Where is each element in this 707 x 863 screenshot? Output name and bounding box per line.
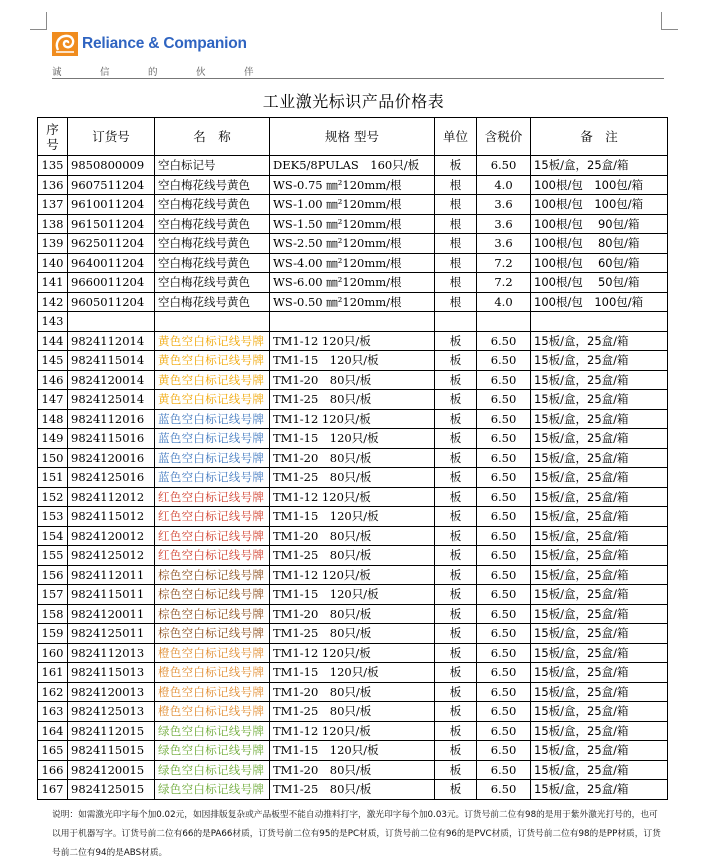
cell-no: 163 [38,702,68,722]
column-header-order: 订货号 [68,118,155,156]
cell-no: 156 [38,565,68,585]
cell-remark: 15板/盒，25盒/箱 [531,585,668,605]
page-title: 工业激光标识产品价格表 [262,92,445,111]
cell-remark [531,312,668,332]
cell-unit: 根 [435,292,477,312]
cell-order-number: 9824115011 [68,585,155,605]
cell-price: 6.50 [477,468,531,488]
table-row [38,468,668,488]
table-row [38,351,668,371]
cell-spec: WS-4.00 ㎜²120mm/根 [270,253,435,273]
footnote: 说明：如需激光印字每个加0.02元，如因排版复杂或产品板型不能自动推料打字，激光印字每个加0.03元。订货号前二位有98的是用于紫外激光打号的，也可以用于机器写字。订货号前二位有66的是PA66材质，订货号前二位有95的是PC材质，订货号前二位有96的是PVC材质，订货号前二位有98的是PP材质，订货号前二位有94的是ABS材质。 [52,810,661,858]
cell-no: 165 [38,741,68,761]
cell-product-name: 空白标记号 [155,156,270,176]
cell-no: 140 [38,253,68,273]
cell-price: 6.50 [477,331,531,351]
table-row [38,585,668,605]
table-row [38,643,668,663]
cell-order-number: 9824115012 [68,507,155,527]
crop-mark-left-v [46,12,47,30]
cell-product-name: 空白梅花线号黄色 [155,195,270,215]
cell-product-name: 红色空白标记线号牌 [155,487,270,507]
table-row [38,741,668,761]
cell-no: 146 [38,370,68,390]
cell-product-name: 蓝色空白标记线号牌 [155,409,270,429]
table-row [38,780,668,800]
cell-remark: 100根/包 80包/箱 [531,234,668,254]
cell-spec: TM1-20 80只/板 [270,448,435,468]
cell-unit: 根 [435,273,477,293]
cell-spec: TM1-25 80只/板 [270,624,435,644]
cell-order-number [68,312,155,332]
cell-spec: TM1-15 120只/板 [270,663,435,683]
cell-order-number: 9607511204 [68,175,155,195]
cell-no: 164 [38,721,68,741]
cell-order-number: 9610011204 [68,195,155,215]
cell-product-name: 黄色空白标记线号牌 [155,370,270,390]
cell-product-name: 空白梅花线号黄色 [155,214,270,234]
cell-spec: TM1-15 120只/板 [270,429,435,449]
cell-no: 149 [38,429,68,449]
cell-remark: 15板/盒，25盒/箱 [531,429,668,449]
cell-no: 160 [38,643,68,663]
cell-spec: TM1-25 80只/板 [270,468,435,488]
company-name: Reliance & Companion [82,35,247,52]
cell-remark: 100根/包 100包/箱 [531,195,668,215]
cell-unit: 根 [435,175,477,195]
table-row [38,292,668,312]
cell-product-name: 蓝色空白标记线号牌 [155,429,270,449]
cell-product-name: 红色空白标记线号牌 [155,507,270,527]
slogan-char: 诚 [52,67,62,78]
cell-product-name: 橙色空白标记线号牌 [155,663,270,683]
cell-unit: 板 [435,624,477,644]
cell-unit: 根 [435,234,477,254]
cell-product-name: 空白梅花线号黄色 [155,234,270,254]
company-slogan [52,64,292,78]
cell-no: 144 [38,331,68,351]
cell-spec: DEK5/8PULAS 160只/板 [270,156,435,176]
cell-price: 6.50 [477,390,531,410]
cell-product-name: 红色空白标记线号牌 [155,546,270,566]
cell-order-number: 9824125015 [68,780,155,800]
cell-spec [270,312,435,332]
cell-remark: 15板/盒，25盒/箱 [531,565,668,585]
cell-remark: 15板/盒，25盒/箱 [531,409,668,429]
table-row [38,565,668,585]
cell-order-number: 9824125011 [68,624,155,644]
cell-spec: TM1-12 120只/板 [270,331,435,351]
cell-price: 6.50 [477,682,531,702]
cell-remark: 15板/盒，25盒/箱 [531,780,668,800]
cell-order-number: 9824120012 [68,526,155,546]
cell-no: 150 [38,448,68,468]
cell-unit: 板 [435,565,477,585]
cell-price: 6.50 [477,780,531,800]
cell-order-number: 9824115016 [68,429,155,449]
cell-price: 6.50 [477,585,531,605]
table-row [38,448,668,468]
cell-no: 153 [38,507,68,527]
cell-price: 6.50 [477,760,531,780]
cell-price: 3.6 [477,234,531,254]
cell-spec: TM1-20 80只/板 [270,760,435,780]
cell-no: 158 [38,604,68,624]
cell-no: 148 [38,409,68,429]
cell-no: 155 [38,546,68,566]
cell-product-name: 棕色空白标记线号牌 [155,624,270,644]
cell-no: 157 [38,585,68,605]
cell-spec: TM1-15 120只/板 [270,585,435,605]
cell-price: 6.50 [477,526,531,546]
table-row [38,682,668,702]
table-row [38,663,668,683]
crop-mark-left-h [30,29,47,30]
cell-spec: WS-0.50 ㎜²120mm/根 [270,292,435,312]
cell-order-number: 9615011204 [68,214,155,234]
table-body [38,156,668,800]
table-row [38,507,668,527]
cell-unit: 板 [435,487,477,507]
cell-remark: 100根/包 60包/箱 [531,253,668,273]
cell-no: 139 [38,234,68,254]
cell-product-name: 蓝色空白标记线号牌 [155,448,270,468]
cell-no: 136 [38,175,68,195]
cell-remark: 100根/包 50包/箱 [531,273,668,293]
cell-product-name [155,312,270,332]
cell-spec: TM1-12 120只/板 [270,409,435,429]
cell-spec: WS-0.75 ㎜²120mm/根 [270,175,435,195]
cell-product-name: 红色空白标记线号牌 [155,526,270,546]
cell-unit: 板 [435,390,477,410]
cell-remark: 15板/盒，25盒/箱 [531,624,668,644]
cell-order-number: 9850800009 [68,156,155,176]
cell-unit: 根 [435,195,477,215]
cell-order-number: 9824112011 [68,565,155,585]
cell-order-number: 9824125012 [68,546,155,566]
cell-product-name: 棕色空白标记线号牌 [155,565,270,585]
cell-product-name: 黄色空白标记线号牌 [155,331,270,351]
cell-remark: 15板/盒，25盒/箱 [531,370,668,390]
cell-unit: 板 [435,156,477,176]
cell-remark: 100根/包 90包/箱 [531,214,668,234]
cell-price: 6.50 [477,546,531,566]
cell-order-number: 9824125013 [68,702,155,722]
cell-remark: 15板/盒，25盒/箱 [531,351,668,371]
table-row [38,175,668,195]
cell-order-number: 9824115015 [68,741,155,761]
cell-no: 142 [38,292,68,312]
cell-product-name: 黄色空白标记线号牌 [155,351,270,371]
cell-remark: 15板/盒，25盒/箱 [531,760,668,780]
cell-price [477,312,531,332]
cell-no: 162 [38,682,68,702]
cell-unit: 板 [435,721,477,741]
cell-no: 154 [38,526,68,546]
cell-unit: 板 [435,331,477,351]
cell-remark: 15板/盒，25盒/箱 [531,507,668,527]
cell-unit: 板 [435,760,477,780]
table-row [38,390,668,410]
cell-remark: 15板/盒，25盒/箱 [531,604,668,624]
table-row [38,370,668,390]
cell-no: 152 [38,487,68,507]
cell-price: 6.50 [477,604,531,624]
cell-price: 6.50 [477,370,531,390]
table-row [38,273,668,293]
cell-remark: 100根/包 100包/箱 [531,175,668,195]
cell-no: 151 [38,468,68,488]
cell-unit: 板 [435,663,477,683]
cell-spec: TM1-15 120只/板 [270,507,435,527]
cell-unit: 板 [435,702,477,722]
cell-product-name: 空白梅花线号黄色 [155,292,270,312]
cell-unit: 根 [435,253,477,273]
cell-spec: TM1-25 80只/板 [270,546,435,566]
cell-spec: TM1-12 120只/板 [270,565,435,585]
cell-product-name: 橙色空白标记线号牌 [155,643,270,663]
column-header-unit: 单位 [435,118,477,156]
cell-spec: TM1-20 80只/板 [270,370,435,390]
cell-spec: TM1-20 80只/板 [270,682,435,702]
cell-unit: 板 [435,526,477,546]
cell-product-name: 绿色空白标记线号牌 [155,780,270,800]
column-header-spec: 规格 型号 [270,118,435,156]
price-table [37,117,668,800]
cell-order-number: 9824120014 [68,370,155,390]
table-row [38,604,668,624]
cell-spec: TM1-20 80只/板 [270,526,435,546]
cell-no: 138 [38,214,68,234]
table-row [38,331,668,351]
cell-unit: 板 [435,682,477,702]
cell-price: 6.50 [477,565,531,585]
cell-unit: 板 [435,585,477,605]
cell-spec: TM1-12 120只/板 [270,487,435,507]
cell-unit: 板 [435,468,477,488]
cell-remark: 15板/盒，25盒/箱 [531,331,668,351]
cell-product-name: 棕色空白标记线号牌 [155,604,270,624]
cell-price: 3.6 [477,214,531,234]
cell-no: 161 [38,663,68,683]
cell-price: 6.50 [477,351,531,371]
cell-no: 145 [38,351,68,371]
cell-order-number: 9824112015 [68,721,155,741]
cell-product-name: 绿色空白标记线号牌 [155,760,270,780]
cell-spec: TM1-15 120只/板 [270,741,435,761]
crop-mark-right-v [661,12,662,30]
table-row [38,429,668,449]
cell-price: 6.50 [477,643,531,663]
cell-unit: 板 [435,780,477,800]
cell-remark: 15板/盒，25盒/箱 [531,546,668,566]
table-row [38,409,668,429]
cell-spec: TM1-20 80只/板 [270,604,435,624]
cell-unit: 板 [435,429,477,449]
cell-order-number: 9824125016 [68,468,155,488]
cell-price: 6.50 [477,429,531,449]
cell-price: 6.50 [477,507,531,527]
cell-no: 147 [38,390,68,410]
cell-product-name: 棕色空白标记线号牌 [155,585,270,605]
table-row [38,214,668,234]
cell-price: 6.50 [477,721,531,741]
cell-unit [435,312,477,332]
cell-product-name: 空白梅花线号黄色 [155,273,270,293]
company-logo-icon [52,32,78,56]
cell-unit: 板 [435,370,477,390]
table-row [38,156,668,176]
cell-no: 167 [38,780,68,800]
column-header-remark: 备 注 [531,118,668,156]
table-row [38,487,668,507]
table-row [38,234,668,254]
cell-unit: 根 [435,214,477,234]
cell-no: 166 [38,760,68,780]
slogan-char: 伙 [196,67,206,78]
table-row [38,253,668,273]
cell-remark: 15板/盒，25盒/箱 [531,721,668,741]
cell-spec: WS-2.50 ㎜²120mm/根 [270,234,435,254]
cell-order-number: 9824120011 [68,604,155,624]
cell-remark: 15板/盒，25盒/箱 [531,682,668,702]
cell-order-number: 9605011204 [68,292,155,312]
cell-order-number: 9824112012 [68,487,155,507]
cell-price: 6.50 [477,409,531,429]
cell-remark: 15板/盒，25盒/箱 [531,643,668,663]
cell-product-name: 绿色空白标记线号牌 [155,741,270,761]
cell-price: 3.6 [477,195,531,215]
cell-remark: 15板/盒，25盒/箱 [531,468,668,488]
table-row [38,721,668,741]
cell-order-number: 9660011204 [68,273,155,293]
cell-price: 6.50 [477,702,531,722]
column-header-name: 名 称 [155,118,270,156]
cell-unit: 板 [435,507,477,527]
table-row [38,546,668,566]
cell-product-name: 蓝色空白标记线号牌 [155,468,270,488]
cell-unit: 板 [435,448,477,468]
table-row [38,195,668,215]
cell-no: 137 [38,195,68,215]
cell-product-name: 橙色空白标记线号牌 [155,682,270,702]
table-header-row [38,118,668,156]
cell-spec: TM1-25 80只/板 [270,780,435,800]
slogan-char: 的 [148,67,158,78]
cell-product-name: 绿色空白标记线号牌 [155,721,270,741]
cell-unit: 板 [435,351,477,371]
cell-order-number: 9824112013 [68,643,155,663]
cell-remark: 15板/盒，25盒/箱 [531,741,668,761]
header-divider [52,78,664,79]
cell-spec: TM1-12 120只/板 [270,643,435,663]
cell-no: 143 [38,312,68,332]
cell-spec: TM1-15 120只/板 [270,351,435,371]
cell-order-number: 9640011204 [68,253,155,273]
cell-price: 6.50 [477,663,531,683]
cell-product-name: 黄色空白标记线号牌 [155,390,270,410]
cell-spec: TM1-25 80只/板 [270,390,435,410]
cell-remark: 15板/盒，25盒/箱 [531,156,668,176]
cell-unit: 板 [435,546,477,566]
cell-no: 135 [38,156,68,176]
slogan-char: 信 [100,67,110,78]
cell-remark: 15板/盒，25盒/箱 [531,526,668,546]
cell-order-number: 9824120016 [68,448,155,468]
cell-price: 6.50 [477,448,531,468]
cell-order-number: 9824125014 [68,390,155,410]
column-header-no: 序号 [38,118,68,156]
cell-unit: 板 [435,409,477,429]
cell-remark: 100根/包 100包/箱 [531,292,668,312]
cell-product-name: 空白梅花线号黄色 [155,175,270,195]
table-row [38,702,668,722]
cell-price: 6.50 [477,487,531,507]
cell-price: 6.50 [477,156,531,176]
cell-price: 6.50 [477,741,531,761]
cell-no: 159 [38,624,68,644]
slogan-char: 伴 [244,67,254,78]
table-row [38,760,668,780]
cell-order-number: 9824112016 [68,409,155,429]
cell-order-number: 9824120013 [68,682,155,702]
cell-spec: WS-1.00 ㎜²120mm/根 [270,195,435,215]
cell-product-name: 橙色空白标记线号牌 [155,702,270,722]
cell-order-number: 9824115014 [68,351,155,371]
cell-price: 4.0 [477,292,531,312]
cell-no: 141 [38,273,68,293]
table-row [38,312,668,332]
cell-order-number: 9824112014 [68,331,155,351]
cell-price: 7.2 [477,273,531,293]
cell-unit: 板 [435,741,477,761]
cell-spec: WS-6.00 ㎜²120mm/根 [270,273,435,293]
cell-remark: 15板/盒，25盒/箱 [531,448,668,468]
cell-remark: 15板/盒，25盒/箱 [531,390,668,410]
cell-order-number: 9625011204 [68,234,155,254]
cell-spec: TM1-12 120只/板 [270,721,435,741]
cell-price: 6.50 [477,624,531,644]
cell-order-number: 9824120015 [68,760,155,780]
crop-mark-right-h [661,29,678,30]
cell-product-name: 空白梅花线号黄色 [155,253,270,273]
cell-remark: 15板/盒，25盒/箱 [531,702,668,722]
cell-unit: 板 [435,604,477,624]
column-header-price: 含税价 [477,118,531,156]
table-row [38,526,668,546]
cell-remark: 15板/盒，25盒/箱 [531,487,668,507]
cell-spec: WS-1.50 ㎜²120mm/根 [270,214,435,234]
cell-price: 7.2 [477,253,531,273]
table-row [38,624,668,644]
cell-unit: 板 [435,643,477,663]
cell-order-number: 9824115013 [68,663,155,683]
cell-remark: 15板/盒，25盒/箱 [531,663,668,683]
cell-price: 4.0 [477,175,531,195]
cell-spec: TM1-25 80只/板 [270,702,435,722]
